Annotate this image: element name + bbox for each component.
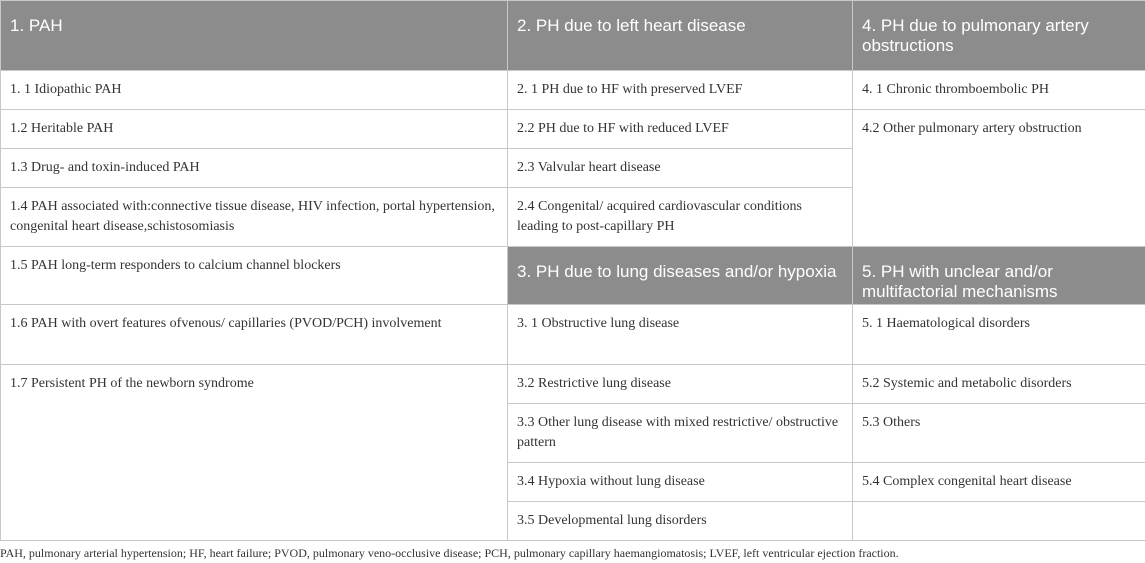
group5-item: 5.2 Systemic and metabolic disorders bbox=[853, 365, 1145, 404]
group4-header: 4. PH due to pulmonary artery obstructions bbox=[853, 1, 1145, 71]
group1-item: 1.6 PAH with overt features ofvenous/ capillaries (PVOD/PCH) involvement bbox=[1, 305, 508, 365]
group3-item: 3.4 Hypoxia without lung disease bbox=[508, 463, 853, 502]
group1-item: 1.7 Persistent PH of the newborn syndrome bbox=[1, 365, 508, 541]
table-row bbox=[1, 71, 1145, 110]
table-row bbox=[1, 365, 1145, 404]
group4-item: 4.2 Other pulmonary artery obstruction bbox=[853, 110, 1145, 247]
table-row bbox=[1, 110, 1145, 149]
group5-item: 5. 1 Haematological disorders bbox=[853, 305, 1145, 365]
group3-item: 3.5 Developmental lung disorders bbox=[508, 502, 853, 541]
group5-header: 5. PH with unclear and/or multifactorial mechanisms bbox=[853, 247, 1145, 305]
group1-item: 1. 1 Idiopathic PAH bbox=[1, 71, 508, 110]
group2-header: 2. PH due to left heart disease bbox=[508, 1, 853, 71]
group5-item: 5.4 Complex congenital heart disease bbox=[853, 463, 1145, 502]
group2-item: 2. 1 PH due to HF with preserved LVEF bbox=[508, 71, 853, 110]
table-row bbox=[1, 305, 1145, 365]
table-row bbox=[1, 1, 1145, 71]
group3-item: 3.2 Restrictive lung disease bbox=[508, 365, 853, 404]
group5-item: 5.3 Others bbox=[853, 404, 1145, 463]
table-footnote: PAH, pulmonary arterial hypertension; HF, heart failure; PVOD, pulmonary veno-occlusive disease; PCH, pulmonary capillary haemangiomatosis; LVEF, left ventricular ejection fraction. bbox=[0, 546, 899, 560]
group1-item: 1.4 PAH associated with:connective tissue disease, HIV infection, portal hypertension, congenital heart disease,schistosomiasis bbox=[1, 188, 508, 247]
group1-item: 1.3 Drug- and toxin-induced PAH bbox=[1, 149, 508, 188]
group3-item: 3. 1 Obstructive lung disease bbox=[508, 305, 853, 365]
group4-item: 4. 1 Chronic thromboembolic PH bbox=[853, 71, 1145, 110]
group1-item: 1.5 PAH long-term responders to calcium channel blockers bbox=[1, 247, 508, 305]
group2-item: 2.3 Valvular heart disease bbox=[508, 149, 853, 188]
group1-header: 1. PAH bbox=[1, 1, 508, 71]
group3-header: 3. PH due to lung diseases and/or hypoxia bbox=[508, 247, 853, 305]
empty-cell bbox=[853, 502, 1145, 541]
table-row bbox=[1, 247, 1145, 305]
group2-item: 2.4 Congenital/ acquired cardiovascular conditions leading to post-capillary PH bbox=[508, 188, 853, 247]
group1-item: 1.2 Heritable PAH bbox=[1, 110, 508, 149]
group3-item: 3.3 Other lung disease with mixed restrictive/ obstructive pattern bbox=[508, 404, 853, 463]
group2-item: 2.2 PH due to HF with reduced LVEF bbox=[508, 110, 853, 149]
